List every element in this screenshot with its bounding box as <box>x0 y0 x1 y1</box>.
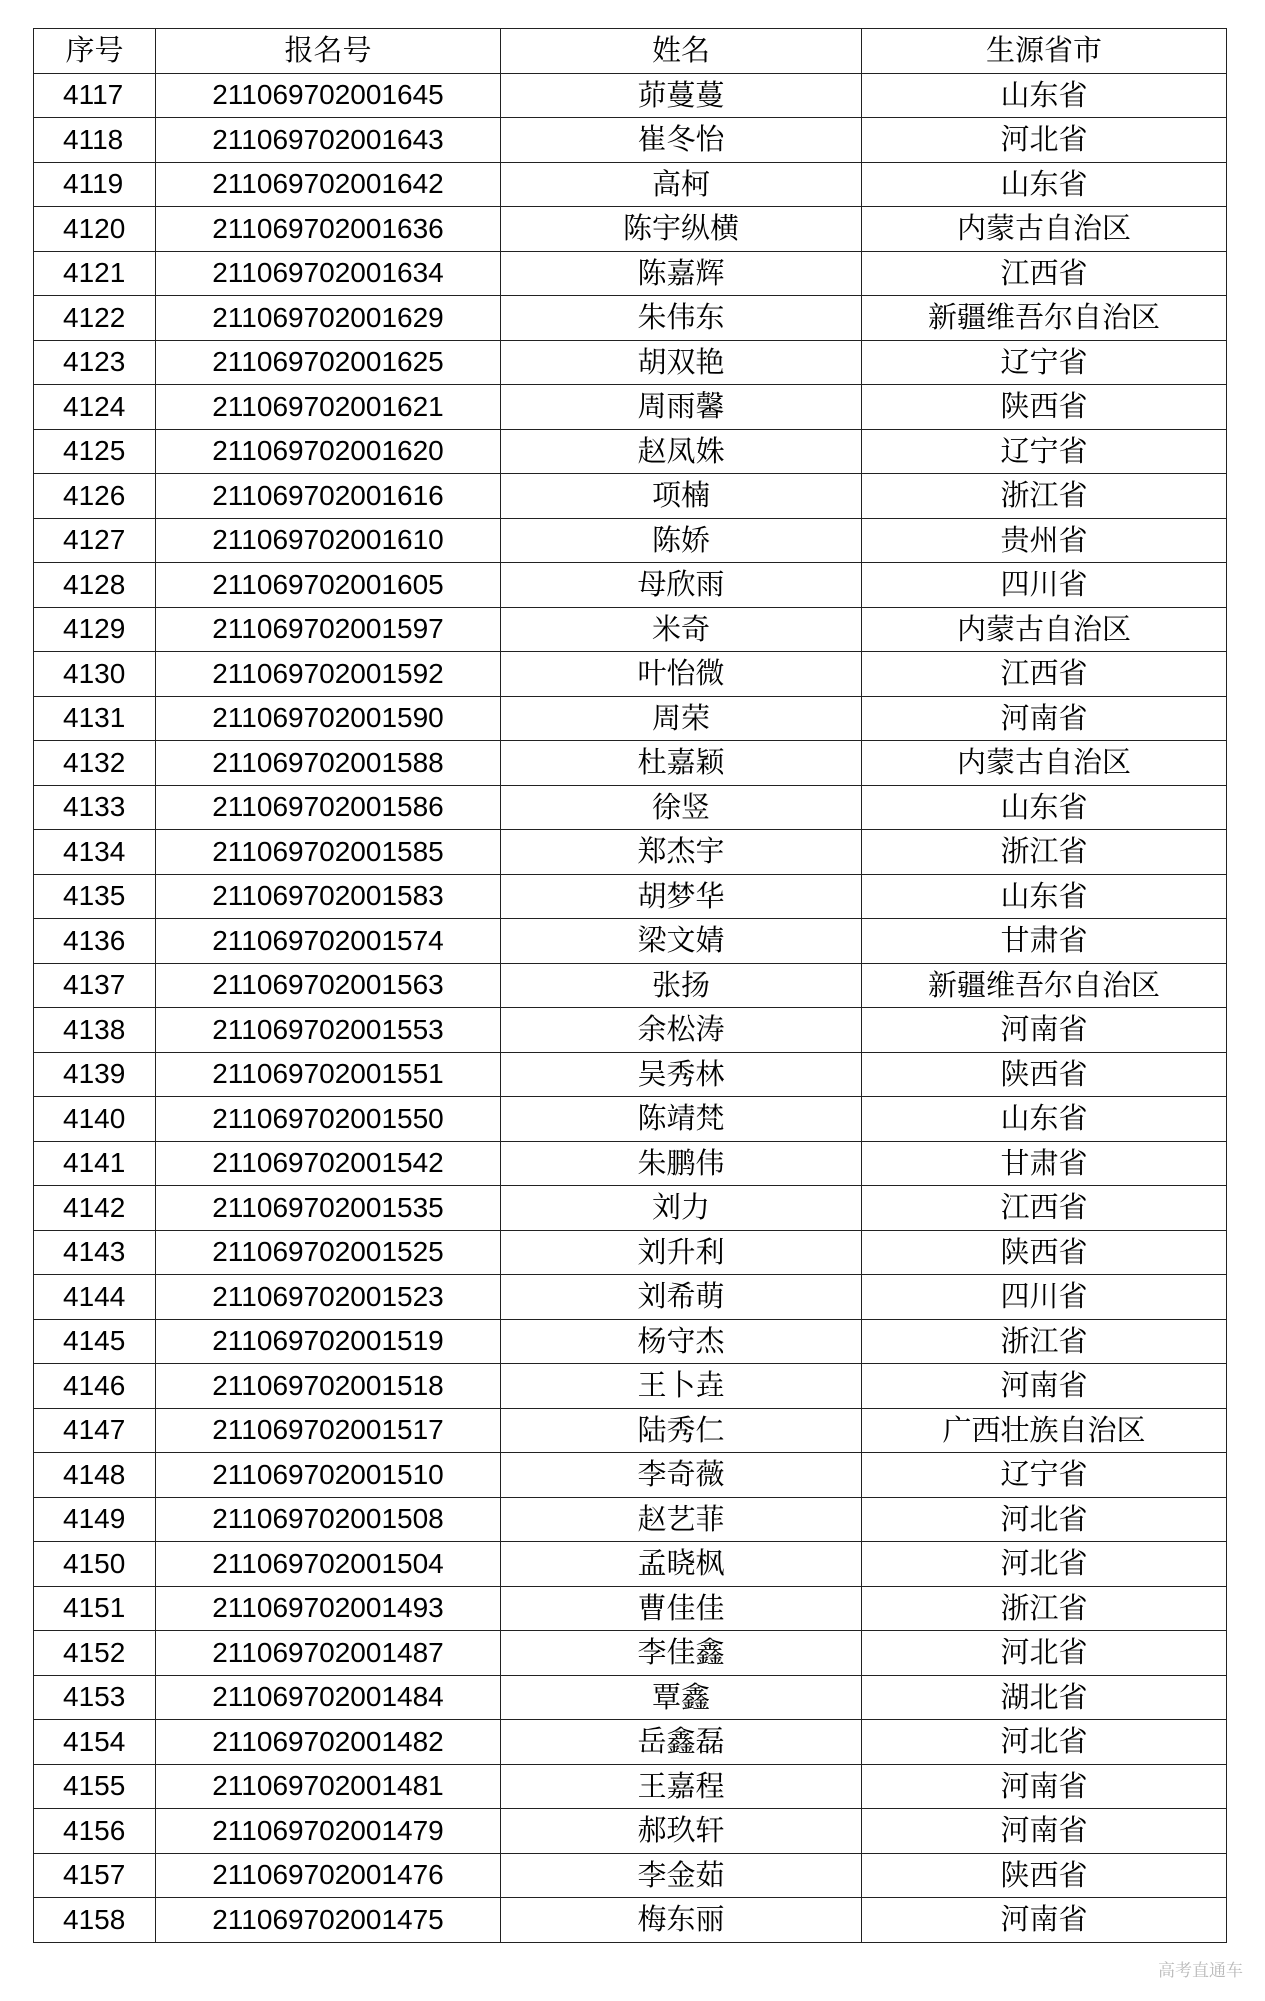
province-cell: 内蒙古自治区 <box>862 607 1227 652</box>
province-cell: 河北省 <box>862 1542 1227 1587</box>
name-cell: 朱鹏伟 <box>501 1141 862 1186</box>
seq-cell: 4156 <box>34 1809 156 1854</box>
registration-number-cell: 211069702001504 <box>156 1542 501 1587</box>
seq-cell: 4139 <box>34 1052 156 1097</box>
province-cell: 河北省 <box>862 1720 1227 1765</box>
name-cell: 刘力 <box>501 1186 862 1231</box>
table-row <box>34 1319 1227 1364</box>
table-row <box>34 429 1227 474</box>
seq-cell: 4142 <box>34 1186 156 1231</box>
registration-number-cell: 211069702001535 <box>156 1186 501 1231</box>
name-cell: 徐竖 <box>501 785 862 830</box>
seq-cell: 4129 <box>34 607 156 652</box>
name-cell: 陈靖梵 <box>501 1097 862 1142</box>
seq-cell: 4118 <box>34 118 156 163</box>
table-row <box>34 1764 1227 1809</box>
name-cell: 孟晓枫 <box>501 1542 862 1587</box>
province-cell: 内蒙古自治区 <box>862 741 1227 786</box>
registration-number-cell: 211069702001592 <box>156 652 501 697</box>
name-cell: 刘升利 <box>501 1230 862 1275</box>
province-cell: 浙江省 <box>862 474 1227 519</box>
table-row <box>34 741 1227 786</box>
province-cell: 陕西省 <box>862 385 1227 430</box>
province-cell: 浙江省 <box>862 830 1227 875</box>
table-row <box>34 1008 1227 1053</box>
name-cell: 叶怡微 <box>501 652 862 697</box>
seq-cell: 4127 <box>34 518 156 563</box>
table-row <box>34 1186 1227 1231</box>
registration-number-cell: 211069702001479 <box>156 1809 501 1854</box>
seq-cell: 4119 <box>34 162 156 207</box>
name-cell: 陈嘉辉 <box>501 251 862 296</box>
table-row <box>34 1720 1227 1765</box>
province-cell: 河南省 <box>862 1008 1227 1053</box>
seq-cell: 4124 <box>34 385 156 430</box>
name-cell: 曹佳佳 <box>501 1586 862 1631</box>
province-cell: 江西省 <box>862 1186 1227 1231</box>
seq-cell: 4126 <box>34 474 156 519</box>
province-cell: 内蒙古自治区 <box>862 207 1227 252</box>
province-cell: 山东省 <box>862 874 1227 919</box>
table-row <box>34 118 1227 163</box>
province-cell: 陕西省 <box>862 1853 1227 1898</box>
province-cell: 河北省 <box>862 118 1227 163</box>
seq-cell: 4134 <box>34 830 156 875</box>
seq-cell: 4131 <box>34 696 156 741</box>
seq-cell: 4153 <box>34 1675 156 1720</box>
name-cell: 陆秀仁 <box>501 1408 862 1453</box>
province-cell: 山东省 <box>862 73 1227 118</box>
name-cell: 杜嘉颖 <box>501 741 862 786</box>
name-cell: 米奇 <box>501 607 862 652</box>
seq-cell: 4149 <box>34 1497 156 1542</box>
table-body <box>34 73 1227 1942</box>
seq-cell: 4121 <box>34 251 156 296</box>
name-cell: 梅东丽 <box>501 1898 862 1943</box>
registration-number-cell: 211069702001542 <box>156 1141 501 1186</box>
table-row <box>34 1542 1227 1587</box>
table-row <box>34 518 1227 563</box>
table-row <box>34 340 1227 385</box>
registration-number-cell: 211069702001586 <box>156 785 501 830</box>
name-cell: 茆蔓蔓 <box>501 73 862 118</box>
province-cell: 河北省 <box>862 1631 1227 1676</box>
registration-number-cell: 211069702001523 <box>156 1275 501 1320</box>
province-cell: 四川省 <box>862 1275 1227 1320</box>
registration-number-cell: 211069702001629 <box>156 296 501 341</box>
province-cell: 陕西省 <box>862 1230 1227 1275</box>
registration-number-cell: 211069702001525 <box>156 1230 501 1275</box>
name-cell: 陈娇 <box>501 518 862 563</box>
registration-number-cell: 211069702001645 <box>156 73 501 118</box>
table-row <box>34 1675 1227 1720</box>
name-cell: 郝玖轩 <box>501 1809 862 1854</box>
name-cell: 周雨馨 <box>501 385 862 430</box>
seq-cell: 4136 <box>34 919 156 964</box>
table-row <box>34 1586 1227 1631</box>
table-row <box>34 1052 1227 1097</box>
province-cell: 辽宁省 <box>862 1453 1227 1498</box>
table-row <box>34 607 1227 652</box>
province-cell: 浙江省 <box>862 1586 1227 1631</box>
registration-number-cell: 211069702001621 <box>156 385 501 430</box>
province-cell: 河南省 <box>862 1764 1227 1809</box>
province-cell: 江西省 <box>862 251 1227 296</box>
column-header-registration-number: 报名号 <box>156 29 501 74</box>
name-cell: 赵凤姝 <box>501 429 862 474</box>
registration-number-cell: 211069702001475 <box>156 1898 501 1943</box>
name-cell: 张扬 <box>501 963 862 1008</box>
name-cell: 郑杰宇 <box>501 830 862 875</box>
seq-cell: 4143 <box>34 1230 156 1275</box>
admission-list-table <box>33 28 1227 1943</box>
header-row <box>34 29 1227 74</box>
registration-number-cell: 211069702001508 <box>156 1497 501 1542</box>
seq-cell: 4137 <box>34 963 156 1008</box>
table-row <box>34 1097 1227 1142</box>
seq-cell: 4120 <box>34 207 156 252</box>
registration-number-cell: 211069702001583 <box>156 874 501 919</box>
registration-number-cell: 211069702001590 <box>156 696 501 741</box>
province-cell: 山东省 <box>862 162 1227 207</box>
registration-number-cell: 211069702001476 <box>156 1853 501 1898</box>
registration-number-cell: 211069702001610 <box>156 518 501 563</box>
registration-number-cell: 211069702001642 <box>156 162 501 207</box>
province-cell: 河南省 <box>862 1809 1227 1854</box>
province-cell: 贵州省 <box>862 518 1227 563</box>
table-row <box>34 963 1227 1008</box>
seq-cell: 4154 <box>34 1720 156 1765</box>
registration-number-cell: 211069702001643 <box>156 118 501 163</box>
table-row <box>34 1230 1227 1275</box>
seq-cell: 4141 <box>34 1141 156 1186</box>
registration-number-cell: 211069702001481 <box>156 1764 501 1809</box>
registration-number-cell: 211069702001519 <box>156 1319 501 1364</box>
registration-number-cell: 211069702001605 <box>156 563 501 608</box>
column-header-seq: 序号 <box>34 29 156 74</box>
seq-cell: 4128 <box>34 563 156 608</box>
table-row <box>34 1408 1227 1453</box>
province-cell: 河北省 <box>862 1497 1227 1542</box>
table-header <box>34 29 1227 74</box>
name-cell: 母欣雨 <box>501 563 862 608</box>
table-row <box>34 162 1227 207</box>
table-row <box>34 874 1227 919</box>
table-row <box>34 474 1227 519</box>
name-cell: 岳鑫磊 <box>501 1720 862 1765</box>
name-cell: 朱伟东 <box>501 296 862 341</box>
table-row <box>34 563 1227 608</box>
table-row <box>34 652 1227 697</box>
table-row <box>34 785 1227 830</box>
name-cell: 陈宇纵横 <box>501 207 862 252</box>
table-row <box>34 1853 1227 1898</box>
table-row <box>34 1497 1227 1542</box>
seq-cell: 4122 <box>34 296 156 341</box>
seq-cell: 4145 <box>34 1319 156 1364</box>
registration-number-cell: 211069702001550 <box>156 1097 501 1142</box>
seq-cell: 4158 <box>34 1898 156 1943</box>
registration-number-cell: 211069702001574 <box>156 919 501 964</box>
table-row <box>34 919 1227 964</box>
seq-cell: 4132 <box>34 741 156 786</box>
registration-number-cell: 211069702001597 <box>156 607 501 652</box>
province-cell: 广西壮族自治区 <box>862 1408 1227 1453</box>
name-cell: 覃鑫 <box>501 1675 862 1720</box>
table-row <box>34 1141 1227 1186</box>
registration-number-cell: 211069702001553 <box>156 1008 501 1053</box>
province-cell: 江西省 <box>862 652 1227 697</box>
province-cell: 河南省 <box>862 1364 1227 1409</box>
registration-number-cell: 211069702001585 <box>156 830 501 875</box>
name-cell: 赵艺菲 <box>501 1497 862 1542</box>
seq-cell: 4123 <box>34 340 156 385</box>
province-cell: 河南省 <box>862 1898 1227 1943</box>
seq-cell: 4133 <box>34 785 156 830</box>
seq-cell: 4135 <box>34 874 156 919</box>
name-cell: 刘希萌 <box>501 1275 862 1320</box>
registration-number-cell: 211069702001616 <box>156 474 501 519</box>
table-row <box>34 1453 1227 1498</box>
province-cell: 河南省 <box>862 696 1227 741</box>
province-cell: 辽宁省 <box>862 340 1227 385</box>
table-row <box>34 385 1227 430</box>
name-cell: 杨守杰 <box>501 1319 862 1364</box>
seq-cell: 4151 <box>34 1586 156 1631</box>
province-cell: 辽宁省 <box>862 429 1227 474</box>
table-row <box>34 207 1227 252</box>
seq-cell: 4140 <box>34 1097 156 1142</box>
registration-number-cell: 211069702001484 <box>156 1675 501 1720</box>
seq-cell: 4152 <box>34 1631 156 1676</box>
registration-number-cell: 211069702001493 <box>156 1586 501 1631</box>
table-row <box>34 1364 1227 1409</box>
table-row <box>34 830 1227 875</box>
seq-cell: 4146 <box>34 1364 156 1409</box>
name-cell: 李奇薇 <box>501 1453 862 1498</box>
seq-cell: 4130 <box>34 652 156 697</box>
seq-cell: 4150 <box>34 1542 156 1587</box>
name-cell: 王嘉程 <box>501 1764 862 1809</box>
seq-cell: 4148 <box>34 1453 156 1498</box>
column-header-province: 生源省市 <box>862 29 1227 74</box>
name-cell: 高柯 <box>501 162 862 207</box>
table-row <box>34 251 1227 296</box>
registration-number-cell: 211069702001620 <box>156 429 501 474</box>
province-cell: 浙江省 <box>862 1319 1227 1364</box>
table-row <box>34 73 1227 118</box>
name-cell: 吴秀林 <box>501 1052 862 1097</box>
registration-number-cell: 211069702001625 <box>156 340 501 385</box>
registration-number-cell: 211069702001487 <box>156 1631 501 1676</box>
seq-cell: 4155 <box>34 1764 156 1809</box>
seq-cell: 4138 <box>34 1008 156 1053</box>
seq-cell: 4157 <box>34 1853 156 1898</box>
province-cell: 陕西省 <box>862 1052 1227 1097</box>
province-cell: 新疆维吾尔自治区 <box>862 296 1227 341</box>
registration-number-cell: 211069702001517 <box>156 1408 501 1453</box>
registration-number-cell: 211069702001518 <box>156 1364 501 1409</box>
table-row <box>34 296 1227 341</box>
table-row <box>34 696 1227 741</box>
registration-number-cell: 211069702001510 <box>156 1453 501 1498</box>
name-cell: 周荣 <box>501 696 862 741</box>
table-row <box>34 1809 1227 1854</box>
table-row <box>34 1275 1227 1320</box>
province-cell: 甘肃省 <box>862 919 1227 964</box>
seq-cell: 4117 <box>34 73 156 118</box>
name-cell: 李佳鑫 <box>501 1631 862 1676</box>
registration-number-cell: 211069702001636 <box>156 207 501 252</box>
name-cell: 王卜垚 <box>501 1364 862 1409</box>
table-row <box>34 1898 1227 1943</box>
province-cell: 山东省 <box>862 785 1227 830</box>
registration-number-cell: 211069702001551 <box>156 1052 501 1097</box>
registration-number-cell: 211069702001563 <box>156 963 501 1008</box>
seq-cell: 4125 <box>34 429 156 474</box>
name-cell: 梁文婧 <box>501 919 862 964</box>
province-cell: 山东省 <box>862 1097 1227 1142</box>
column-header-name: 姓名 <box>501 29 862 74</box>
name-cell: 胡双艳 <box>501 340 862 385</box>
name-cell: 崔冬怡 <box>501 118 862 163</box>
registration-number-cell: 211069702001588 <box>156 741 501 786</box>
province-cell: 甘肃省 <box>862 1141 1227 1186</box>
seq-cell: 4144 <box>34 1275 156 1320</box>
table-row <box>34 1631 1227 1676</box>
province-cell: 四川省 <box>862 563 1227 608</box>
name-cell: 李金茹 <box>501 1853 862 1898</box>
registration-number-cell: 211069702001482 <box>156 1720 501 1765</box>
name-cell: 项楠 <box>501 474 862 519</box>
seq-cell: 4147 <box>34 1408 156 1453</box>
name-cell: 余松涛 <box>501 1008 862 1053</box>
province-cell: 新疆维吾尔自治区 <box>862 963 1227 1008</box>
name-cell: 胡梦华 <box>501 874 862 919</box>
registration-number-cell: 211069702001634 <box>156 251 501 296</box>
watermark: 高考直通车 <box>1158 1961 1243 1981</box>
province-cell: 湖北省 <box>862 1675 1227 1720</box>
